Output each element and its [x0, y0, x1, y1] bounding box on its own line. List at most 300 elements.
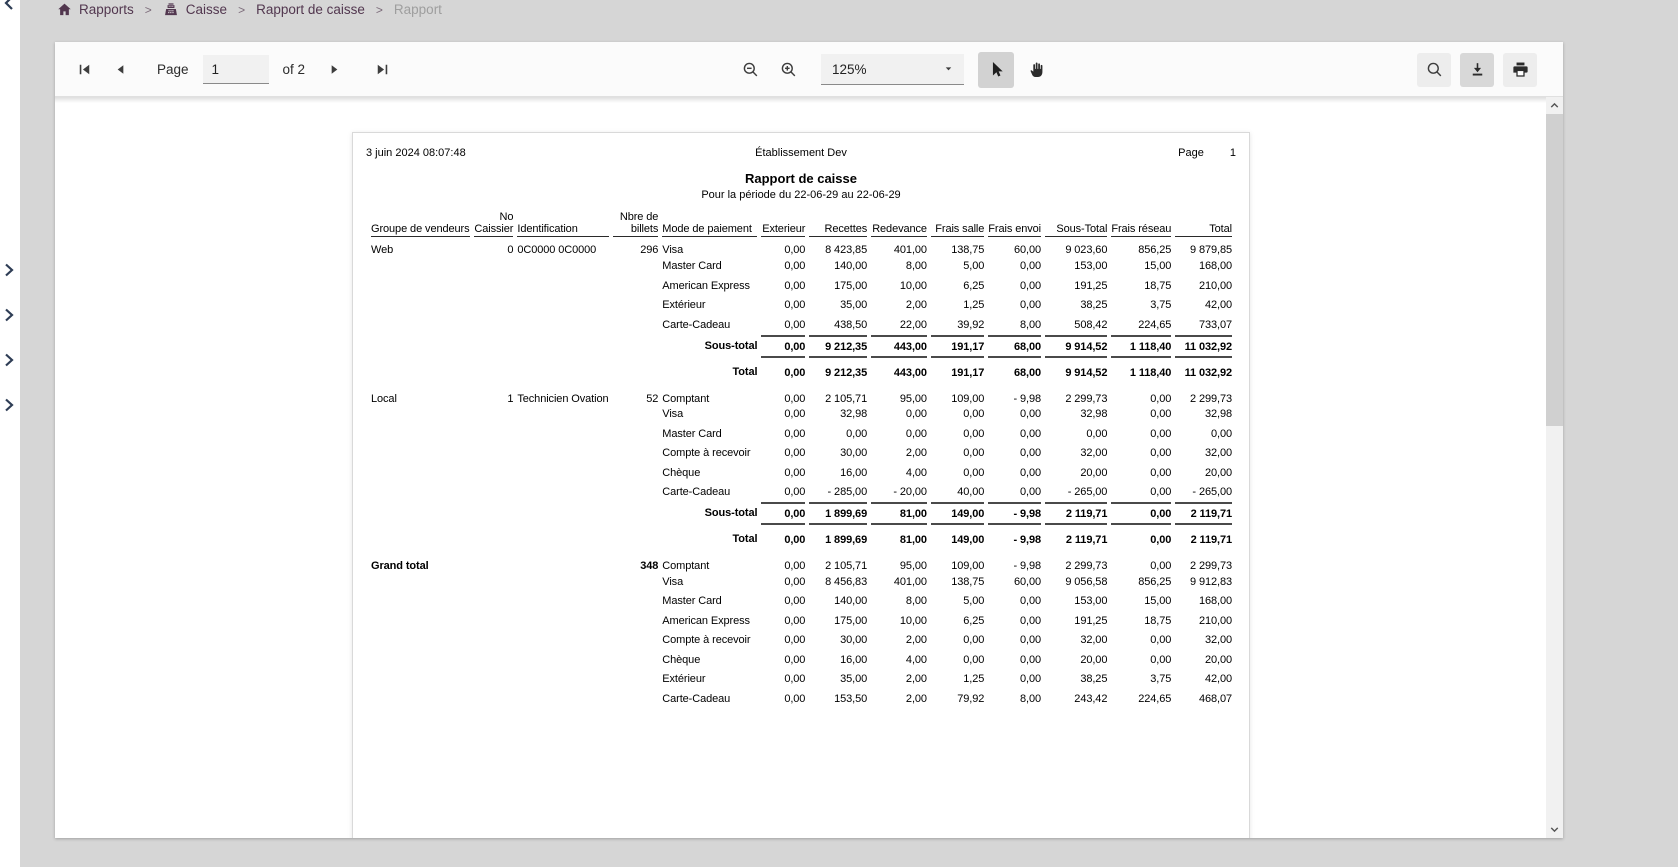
expand-section-icon[interactable] — [1, 261, 17, 279]
cell: 0,00 — [761, 335, 805, 356]
subtotal-row — [371, 502, 1232, 523]
download-button[interactable] — [1460, 53, 1494, 87]
cell: 508,42 — [1074, 318, 1108, 331]
expand-section-icon[interactable] — [1, 396, 17, 414]
cell — [613, 631, 658, 651]
cell: 8,00 — [905, 260, 927, 273]
cell: 2 299,73 — [1065, 392, 1108, 405]
cell: Master Card — [662, 595, 722, 608]
cell: Web — [371, 243, 394, 256]
cell: 0,00 — [1150, 653, 1172, 666]
cell — [517, 276, 609, 296]
cell: 11 032,92 — [1175, 356, 1232, 382]
cell: 0,00 — [784, 427, 806, 440]
cell: - 9,98 — [1013, 392, 1041, 405]
cell: 1,25 — [963, 299, 985, 312]
cell: 0,00 — [1150, 634, 1172, 647]
cell: 0,00 — [963, 466, 985, 479]
cell: - 285,00 — [827, 486, 868, 499]
cell — [474, 257, 514, 277]
cell: 2 105,71 — [825, 560, 868, 572]
cell: 438,50 — [834, 318, 868, 331]
cell — [613, 670, 658, 690]
cell: 468,07 — [1198, 692, 1232, 705]
cell: 0,00 — [784, 260, 806, 273]
cell: 9 212,35 — [809, 335, 867, 356]
cell — [371, 463, 470, 483]
next-page-button[interactable] — [317, 53, 351, 87]
cell — [474, 296, 514, 316]
cell: 8,00 — [905, 595, 927, 608]
cash-register-icon — [163, 2, 179, 17]
column-header: Frais envoi — [988, 211, 1041, 237]
table-row — [371, 689, 1232, 709]
cell — [371, 424, 470, 444]
cell — [371, 689, 470, 709]
cell — [474, 670, 514, 690]
cell: 39,92 — [957, 318, 985, 331]
cell — [474, 424, 514, 444]
cell: 8 423,85 — [825, 243, 868, 256]
cell — [474, 689, 514, 709]
cell: 20,00 — [1204, 466, 1232, 479]
cell: 0,00 — [1019, 653, 1041, 666]
hand-tool-button[interactable] — [1020, 53, 1054, 87]
cell: Carte-Cadeau — [662, 486, 731, 499]
cell: 0,00 — [784, 673, 806, 686]
cell: 2,00 — [905, 299, 927, 312]
table-row — [371, 296, 1232, 316]
report-subtitle: Pour la période du 22-06-29 au 22-06-29 — [701, 189, 901, 201]
cell: 5,00 — [963, 595, 985, 608]
cell: 0,00 — [1019, 466, 1041, 479]
report-page-number: 1 — [1229, 147, 1236, 159]
cell: 140,00 — [834, 595, 868, 608]
select-tool-button[interactable] — [978, 52, 1014, 88]
cell: 168,00 — [1198, 595, 1232, 608]
page-number-input[interactable] — [203, 55, 269, 84]
cell: 22,00 — [899, 318, 927, 331]
column-header: Mode de paiement — [662, 211, 757, 237]
last-page-button[interactable] — [365, 53, 399, 87]
cell: 243,42 — [1074, 692, 1108, 705]
table-row — [371, 572, 1232, 592]
zoom-select[interactable] — [821, 54, 964, 85]
cell: 733,07 — [1198, 318, 1232, 331]
cell: 0,00 — [1150, 392, 1172, 405]
cell: - 9,98 — [988, 523, 1041, 549]
cell — [371, 315, 470, 335]
cell: 191,17 — [931, 356, 984, 382]
cell — [371, 572, 470, 592]
cell: 0,00 — [905, 408, 927, 421]
scroll-down-icon[interactable] — [1546, 821, 1563, 838]
cell — [474, 405, 514, 425]
cell: 15,00 — [1144, 260, 1172, 273]
left-rail — [0, 0, 20, 867]
cell: 81,00 — [871, 523, 927, 549]
column-header: Redevance — [871, 211, 927, 237]
cell: 2,00 — [905, 447, 927, 460]
column-header: Nbre de billets — [613, 211, 658, 237]
cell: 401,00 — [893, 243, 927, 256]
cell: 109,00 — [951, 392, 985, 405]
cell: 153,00 — [1074, 260, 1108, 273]
table-row — [371, 670, 1232, 690]
cell: 68,00 — [988, 335, 1041, 356]
table-row — [371, 611, 1232, 631]
cell: 140,00 — [834, 260, 868, 273]
cell — [474, 276, 514, 296]
total-row — [371, 356, 1232, 382]
table-row — [371, 276, 1232, 296]
cell: 2 299,73 — [1065, 560, 1108, 572]
cell: Technicien Ovation — [517, 392, 609, 405]
cell — [517, 356, 609, 382]
cell: 0,00 — [1150, 447, 1172, 460]
first-page-button[interactable] — [67, 53, 101, 87]
cell — [517, 405, 609, 425]
cell: 8,00 — [1019, 318, 1041, 331]
cell: 16,00 — [840, 653, 868, 666]
cell: 0,00 — [784, 408, 806, 421]
cell: 10,00 — [899, 614, 927, 627]
cell — [613, 315, 658, 335]
cell: 35,00 — [840, 673, 868, 686]
cell — [474, 444, 514, 464]
cell: 10,00 — [899, 279, 927, 292]
column-header: Frais réseau — [1111, 211, 1171, 237]
cell: 856,25 — [1138, 243, 1172, 256]
breadcrumb-separator: > — [375, 2, 383, 17]
report-datetime: 3 juin 2024 08:07:48 — [366, 147, 466, 159]
cell — [474, 335, 514, 356]
cell: 9 914,52 — [1045, 335, 1107, 356]
pdf-toolbar — [55, 42, 1563, 97]
cell: 9 056,58 — [1065, 575, 1108, 588]
cell — [371, 296, 470, 316]
cell: 95,00 — [899, 560, 927, 572]
cell: 79,92 — [957, 692, 985, 705]
table-row — [371, 463, 1232, 483]
breadcrumb-label: Rapport de caisse — [256, 2, 365, 17]
cell: 32,98 — [1080, 408, 1108, 421]
column-header: Frais salle — [931, 211, 984, 237]
cell: 30,00 — [840, 634, 868, 647]
cell: 40,00 — [957, 486, 985, 499]
cell: 20,00 — [1080, 466, 1108, 479]
cell: 1 899,69 — [809, 523, 867, 549]
cell — [371, 276, 470, 296]
cell: Master Card — [662, 260, 722, 273]
cell: 191,25 — [1074, 614, 1108, 627]
cell: 168,00 — [1198, 260, 1232, 273]
cell — [517, 257, 609, 277]
cell: 18,75 — [1144, 614, 1172, 627]
cell: 2,00 — [905, 673, 927, 686]
cell — [613, 463, 658, 483]
cell: 0,00 — [784, 392, 806, 405]
cell: 149,00 — [931, 523, 984, 549]
cell — [474, 592, 514, 612]
cell: American Express — [662, 279, 750, 292]
cell: 5,00 — [963, 260, 985, 273]
cell: - 9,98 — [1013, 560, 1041, 572]
zoom-out-button[interactable] — [733, 53, 767, 87]
breadcrumb-item-caisse[interactable] — [163, 2, 227, 17]
cell: Chèque — [662, 653, 701, 666]
breadcrumb-item-rapport-de-caisse[interactable] — [256, 2, 365, 17]
cell: 0C0000 0C0000 — [517, 243, 597, 256]
cell — [371, 444, 470, 464]
cell: 95,00 — [899, 392, 927, 405]
collapse-panel-icon[interactable] — [1, 0, 17, 11]
cell: 0,00 — [1019, 427, 1041, 440]
cell — [613, 650, 658, 670]
cell: 153,00 — [1074, 595, 1108, 608]
cell: Compte à recevoir — [662, 447, 751, 460]
cell: 0,00 — [1150, 486, 1172, 499]
cell — [517, 444, 609, 464]
cell: 60,00 — [1013, 575, 1041, 588]
cell — [371, 356, 470, 382]
cell — [517, 335, 609, 356]
column-header: No Caissier — [474, 211, 514, 235]
cell — [613, 276, 658, 296]
cell — [517, 424, 609, 444]
cell — [613, 502, 658, 523]
cell — [517, 549, 609, 572]
table-row — [371, 405, 1232, 425]
cell: Grand total — [371, 560, 429, 572]
cell — [474, 572, 514, 592]
table-row — [371, 650, 1232, 670]
column-header: Sous-Total — [1045, 211, 1107, 237]
cell: Master Card — [662, 427, 722, 440]
cell: 0,00 — [784, 299, 806, 312]
cell — [371, 405, 470, 425]
cell: 0,00 — [1019, 486, 1041, 499]
cell: 0,00 — [1019, 279, 1041, 292]
cell: 60,00 — [1013, 243, 1041, 256]
cell: 0,00 — [1019, 614, 1041, 627]
total-row — [371, 523, 1232, 549]
cell: 0,00 — [846, 427, 868, 440]
cell: 4,00 — [905, 466, 927, 479]
cell: 210,00 — [1198, 614, 1232, 627]
table-row — [371, 237, 1232, 257]
cell: 0,00 — [784, 243, 806, 256]
page-label: Page — [157, 62, 189, 77]
cell: 0,00 — [784, 466, 806, 479]
cell — [517, 689, 609, 709]
cell: 348 — [640, 560, 659, 572]
cell — [474, 463, 514, 483]
cell: 0,00 — [784, 595, 806, 608]
cell: 16,00 — [840, 466, 868, 479]
pdf-page — [352, 132, 1250, 838]
report-header — [366, 147, 1236, 159]
cell: 0,00 — [963, 653, 985, 666]
cell: 109,00 — [951, 560, 985, 572]
cell: Sous-total — [704, 507, 758, 519]
cell: 0,00 — [1150, 408, 1172, 421]
table-row — [371, 592, 1232, 612]
header-row — [371, 211, 1232, 237]
cell: Carte-Cadeau — [662, 318, 731, 331]
breadcrumb-label: Caisse — [185, 2, 228, 17]
cell — [517, 670, 609, 690]
cell — [613, 592, 658, 612]
cell: 2 119,71 — [1045, 523, 1107, 549]
cell: 32,00 — [1204, 634, 1232, 647]
cell: 2 299,73 — [1189, 560, 1232, 572]
cell: 15,00 — [1144, 595, 1172, 608]
table-row — [371, 483, 1232, 503]
cell: 32,00 — [1080, 634, 1108, 647]
cell: 0,00 — [1086, 427, 1108, 440]
column-header: Total — [1175, 211, 1232, 237]
vertical-scrollbar[interactable] — [1546, 97, 1563, 838]
pdf-viewer — [55, 42, 1563, 838]
breadcrumb-label: Rapport — [393, 2, 442, 17]
home-icon — [57, 2, 72, 17]
cell: - 9,98 — [988, 502, 1041, 523]
cell: 52 — [646, 392, 659, 405]
cell: 0,00 — [1150, 427, 1172, 440]
cell: 0,00 — [784, 575, 806, 588]
cell: 9 912,83 — [1189, 575, 1232, 588]
cell — [613, 424, 658, 444]
cell: 138,75 — [951, 243, 985, 256]
cell: 224,65 — [1138, 318, 1172, 331]
report-page-label: Page — [1178, 147, 1204, 159]
cell — [371, 650, 470, 670]
cell: 0,00 — [1111, 523, 1171, 549]
zoom-in-button[interactable] — [771, 53, 805, 87]
cell: 0,00 — [1150, 466, 1172, 479]
cell: 191,17 — [931, 335, 984, 356]
cell: 42,00 — [1204, 299, 1232, 312]
cell: 0,00 — [1019, 595, 1041, 608]
cell: 175,00 — [834, 614, 868, 627]
cell — [474, 549, 514, 572]
cell — [613, 335, 658, 356]
cell — [474, 523, 514, 549]
cell — [474, 650, 514, 670]
cell: 2 105,71 — [825, 392, 868, 405]
cell — [371, 335, 470, 356]
cell: 0,00 — [905, 427, 927, 440]
expand-section-icon[interactable] — [1, 351, 17, 369]
cell: 0,00 — [784, 634, 806, 647]
cell — [371, 592, 470, 612]
column-header: Identification — [517, 211, 609, 237]
cell: Local — [371, 392, 397, 405]
zoom-value: 125% — [832, 61, 867, 77]
cell — [613, 257, 658, 277]
cell: 1,25 — [963, 673, 985, 686]
cell: 153,50 — [834, 692, 868, 705]
cell: 9 879,85 — [1189, 243, 1232, 256]
table-row — [371, 382, 1232, 405]
cell: 0,00 — [1210, 427, 1232, 440]
cell: 856,25 — [1138, 575, 1172, 588]
cell: 443,00 — [871, 356, 927, 382]
scrollbar-thumb[interactable] — [1546, 114, 1563, 426]
cell: 1 118,40 — [1111, 356, 1171, 382]
cell — [474, 483, 514, 503]
cell: 0,00 — [784, 653, 806, 666]
cell — [371, 502, 470, 523]
cell: 68,00 — [988, 356, 1041, 382]
cell: 9 023,60 — [1065, 243, 1108, 256]
column-header: Exterieur — [761, 211, 805, 237]
cell — [517, 572, 609, 592]
page-count-label: of 2 — [282, 62, 306, 77]
cell: 0,00 — [1019, 673, 1041, 686]
expand-section-icon[interactable] — [1, 306, 17, 324]
cell — [517, 611, 609, 631]
cell: 0,00 — [784, 447, 806, 460]
column-header: Groupe de vendeurs — [371, 211, 470, 237]
cell: 0,00 — [1019, 299, 1041, 312]
breadcrumb-separator: > — [144, 2, 152, 17]
cell — [474, 502, 514, 523]
cell — [613, 296, 658, 316]
cell: Compte à recevoir — [662, 634, 751, 647]
cell: 20,00 — [1204, 653, 1232, 666]
cell — [371, 523, 470, 549]
cell: Extérieur — [662, 299, 706, 312]
breadcrumb-item-rapports[interactable] — [57, 2, 134, 17]
cell: 1 — [507, 392, 514, 405]
cell: Comptant — [662, 560, 710, 572]
cell — [371, 483, 470, 503]
cell — [613, 523, 658, 549]
cell: 191,25 — [1074, 279, 1108, 292]
cell: Visa — [662, 408, 684, 421]
previous-page-button[interactable] — [103, 53, 137, 87]
cell: 0,00 — [1019, 408, 1041, 421]
breadcrumb-separator: > — [238, 2, 246, 17]
cell — [517, 315, 609, 335]
cell — [474, 356, 514, 382]
cell — [613, 689, 658, 709]
cell — [517, 650, 609, 670]
cell: - 265,00 — [1067, 486, 1108, 499]
cell: 401,00 — [893, 575, 927, 588]
cell: 0,00 — [963, 427, 985, 440]
chevron-down-icon — [943, 62, 954, 77]
cell — [474, 611, 514, 631]
cell: 8,00 — [1019, 692, 1041, 705]
cell — [517, 483, 609, 503]
cell — [517, 502, 609, 523]
cell: 9 914,52 — [1045, 356, 1107, 382]
cell: 175,00 — [834, 279, 868, 292]
cell: 4,00 — [905, 653, 927, 666]
breadcrumb — [57, 0, 442, 19]
cell: 0,00 — [1150, 560, 1172, 572]
search-button[interactable] — [1417, 53, 1451, 87]
print-button[interactable] — [1503, 53, 1537, 87]
scroll-up-icon[interactable] — [1546, 97, 1563, 114]
cell: 6,25 — [963, 614, 985, 627]
cell: 32,00 — [1080, 447, 1108, 460]
cell: 35,00 — [840, 299, 868, 312]
cell: 1 118,40 — [1111, 335, 1171, 356]
